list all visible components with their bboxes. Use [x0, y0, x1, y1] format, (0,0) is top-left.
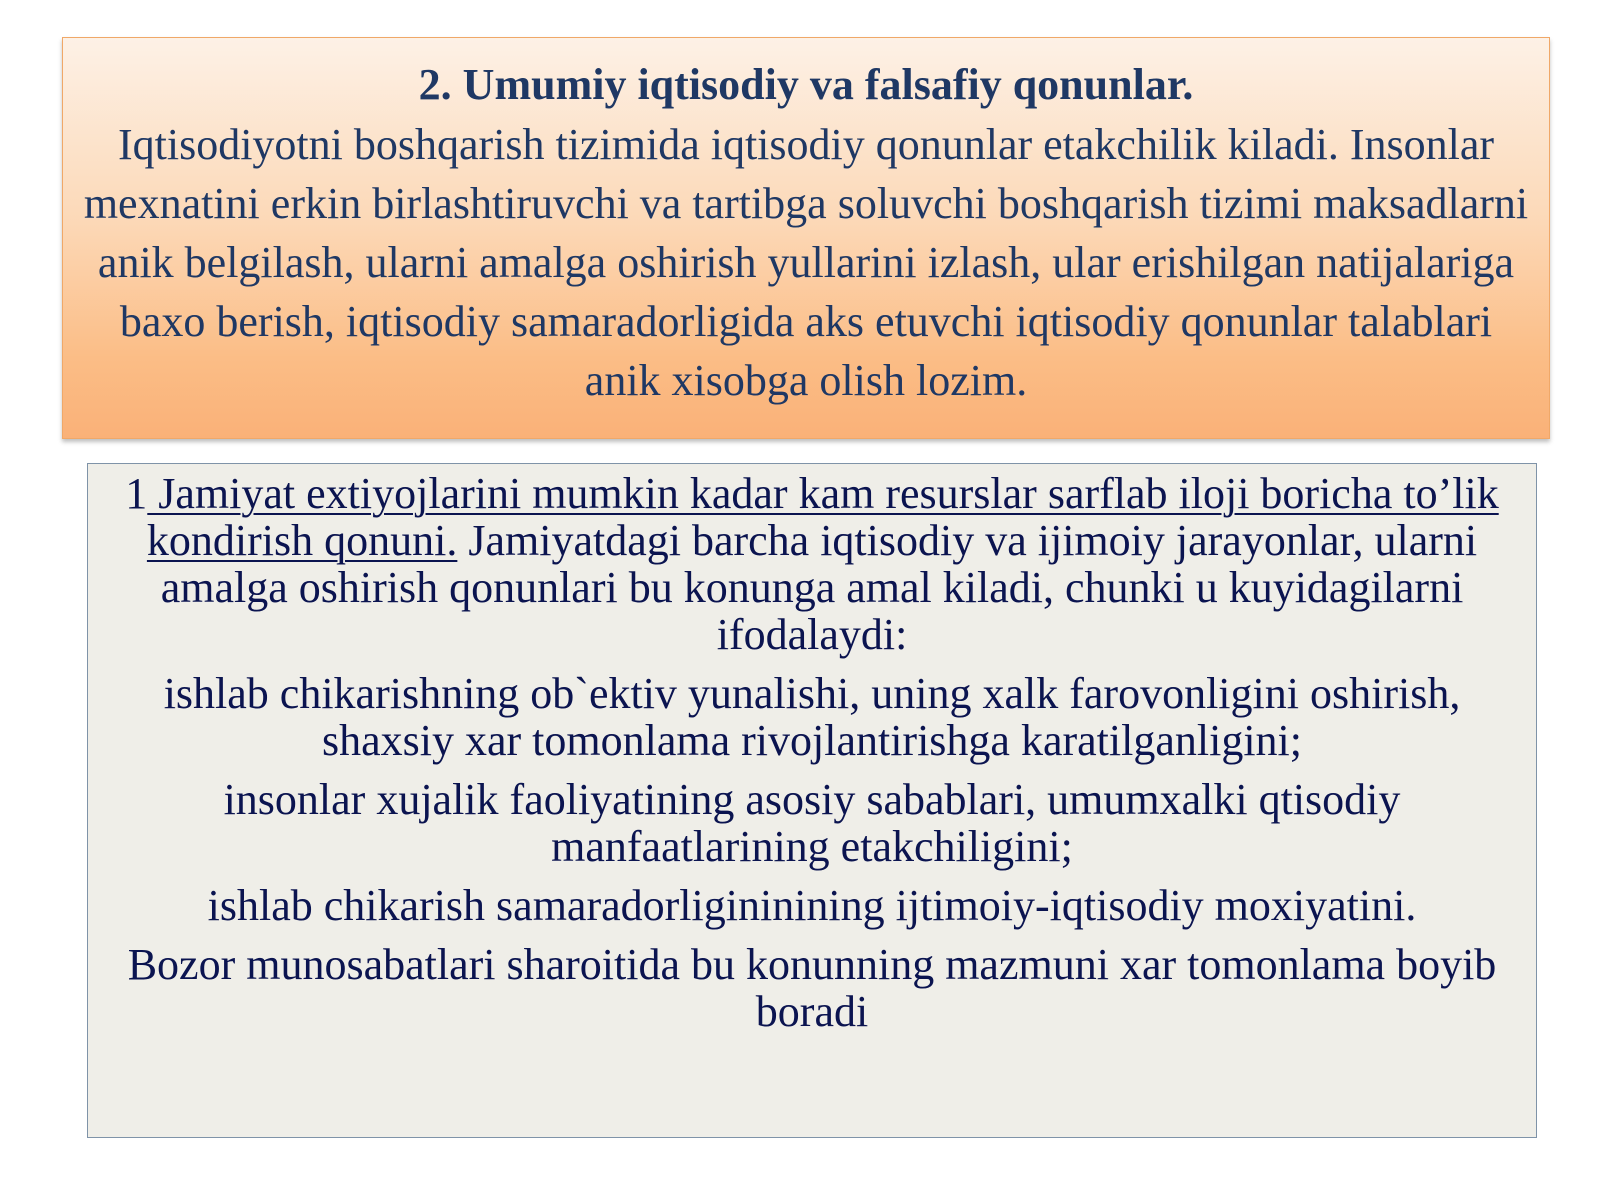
law-paragraph — [110, 470, 1514, 658]
law-title: Jamiyat extiyojlarini mumkin kadar kam resurslar sarflab iloji boricha to’lik kondirish qonuni. — [146, 469, 1499, 565]
law-description: Jamiyatdagi barcha iqtisodiy va ijimoiy jarayonlar, ularni amalga oshirish qonunlari bu konunga amal kiladi, chunki u kuyidagilarni ifodalaydi: — [160, 516, 1478, 659]
list-item: insonlar xujalik faoliyatining asosiy sabablari, umumxalki qtisodiy manfaatlarining etakchiligini; — [223, 775, 1401, 871]
content-box — [87, 463, 1537, 1138]
header-callout-box — [62, 37, 1550, 439]
section-intro-text: Iqtisodiyotni boshqarish tizimida iqtisodiy qonunlar etakchilik kiladi. Insonlar mexnatini erkin birlashtiruvchi va tartibga soluvchi boshqarish tizimi maksadlarni anik belgilash, ularni amalga oshirish yullarini izlash, ular erishilgan natijalariga baxo berish, iqtisodiy samaradorligida aks etuvchi iqtisodiy qonunlar talablari anik xisobga olish lozim. — [83, 120, 1529, 405]
section-title: 2. Umumiy iqtisodiy va falsafiy qonunlar. — [418, 60, 1194, 109]
list-item: ishlab chikarish samaradorligininining ijtimoiy-iqtisodiy moxiyatini. — [207, 881, 1417, 930]
law-number: 1 — [125, 469, 148, 518]
list-item: ishlab chikarishning ob`ektiv yunalishi, uning xalk farovonligini oshirish, shaxsiy xar tomonlama rivojlantirishga karatilganligini; — [163, 669, 1461, 765]
conclusion-paragraph: Bozor munosabatlari sharoitida bu konunning mazmuni xar tomonlama boyib boradi — [127, 940, 1497, 1036]
